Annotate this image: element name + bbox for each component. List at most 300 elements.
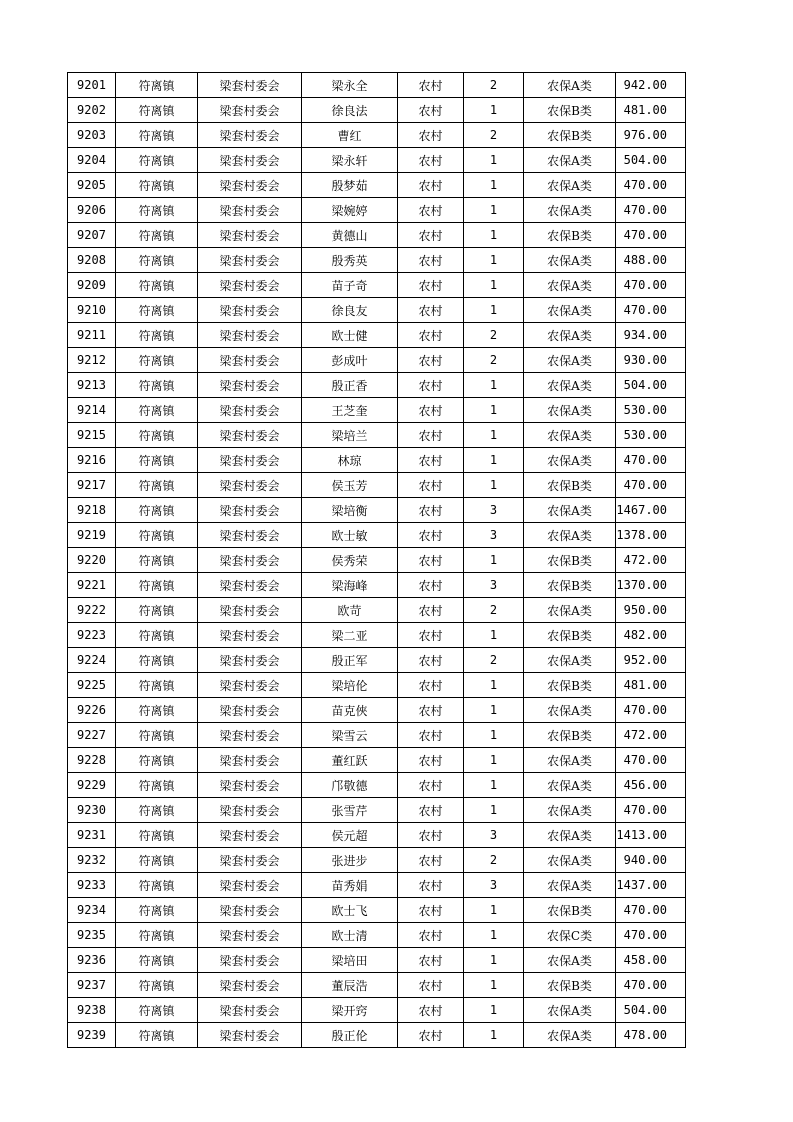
cell-name: 梁培田 <box>302 948 398 973</box>
cell-town: 符离镇 <box>116 673 198 698</box>
cell-amount: 470.00 <box>616 898 686 923</box>
cell-amount: 470.00 <box>616 173 686 198</box>
table-row <box>68 248 686 273</box>
cell-type: 农村 <box>398 873 464 898</box>
cell-type: 农村 <box>398 98 464 123</box>
cell-name: 侯秀荣 <box>302 548 398 573</box>
cell-count: 1 <box>464 1023 524 1048</box>
cell-type: 农村 <box>398 998 464 1023</box>
cell-category: 农保A类 <box>524 73 616 98</box>
cell-category: 农保A类 <box>524 498 616 523</box>
cell-village: 梁套村委会 <box>198 1023 302 1048</box>
table-row <box>68 973 686 998</box>
cell-town: 符离镇 <box>116 1023 198 1048</box>
cell-name: 梁培兰 <box>302 423 398 448</box>
cell-name: 张雪芹 <box>302 798 398 823</box>
cell-amount: 458.00 <box>616 948 686 973</box>
cell-name: 殷正军 <box>302 648 398 673</box>
cell-count: 2 <box>464 348 524 373</box>
cell-town: 符离镇 <box>116 273 198 298</box>
cell-village: 梁套村委会 <box>198 198 302 223</box>
cell-id: 9218 <box>68 498 116 523</box>
cell-category: 农保A类 <box>524 273 616 298</box>
cell-name: 董辰浩 <box>302 973 398 998</box>
cell-type: 农村 <box>398 723 464 748</box>
cell-category: 农保B类 <box>524 973 616 998</box>
cell-category: 农保A类 <box>524 523 616 548</box>
cell-category: 农保A类 <box>524 948 616 973</box>
cell-id: 9213 <box>68 373 116 398</box>
cell-amount: 482.00 <box>616 623 686 648</box>
cell-village: 梁套村委会 <box>198 323 302 348</box>
cell-category: 农保A类 <box>524 648 616 673</box>
cell-type: 农村 <box>398 423 464 448</box>
cell-name: 徐良友 <box>302 298 398 323</box>
cell-id: 9201 <box>68 73 116 98</box>
cell-village: 梁套村委会 <box>198 623 302 648</box>
cell-id: 9227 <box>68 723 116 748</box>
table-row <box>68 298 686 323</box>
table-row <box>68 673 686 698</box>
table-row <box>68 73 686 98</box>
cell-name: 彭成叶 <box>302 348 398 373</box>
cell-type: 农村 <box>398 73 464 98</box>
cell-town: 符离镇 <box>116 298 198 323</box>
cell-name: 梁永全 <box>302 73 398 98</box>
cell-amount: 470.00 <box>616 973 686 998</box>
cell-village: 梁套村委会 <box>198 723 302 748</box>
cell-town: 符离镇 <box>116 398 198 423</box>
table-row <box>68 648 686 673</box>
cell-amount: 470.00 <box>616 473 686 498</box>
cell-count: 1 <box>464 373 524 398</box>
cell-category: 农保A类 <box>524 1023 616 1048</box>
cell-village: 梁套村委会 <box>198 573 302 598</box>
cell-town: 符离镇 <box>116 948 198 973</box>
table-row <box>68 173 686 198</box>
cell-village: 梁套村委会 <box>198 523 302 548</box>
cell-name: 梁雪云 <box>302 723 398 748</box>
cell-id: 9204 <box>68 148 116 173</box>
cell-count: 3 <box>464 523 524 548</box>
cell-count: 1 <box>464 448 524 473</box>
cell-name: 梁婉婷 <box>302 198 398 223</box>
cell-count: 1 <box>464 298 524 323</box>
cell-amount: 504.00 <box>616 148 686 173</box>
cell-count: 2 <box>464 123 524 148</box>
cell-id: 9221 <box>68 573 116 598</box>
cell-amount: 470.00 <box>616 448 686 473</box>
cell-village: 梁套村委会 <box>198 98 302 123</box>
cell-town: 符离镇 <box>116 373 198 398</box>
table-row <box>68 548 686 573</box>
cell-count: 1 <box>464 748 524 773</box>
cell-category: 农保B类 <box>524 123 616 148</box>
cell-id: 9223 <box>68 623 116 648</box>
cell-category: 农保A类 <box>524 173 616 198</box>
cell-town: 符离镇 <box>116 823 198 848</box>
cell-name: 侯元超 <box>302 823 398 848</box>
cell-count: 1 <box>464 773 524 798</box>
cell-name: 林琼 <box>302 448 398 473</box>
table-row <box>68 198 686 223</box>
table-row <box>68 148 686 173</box>
cell-name: 苗秀娟 <box>302 873 398 898</box>
cell-category: 农保B类 <box>524 673 616 698</box>
cell-town: 符离镇 <box>116 748 198 773</box>
cell-category: 农保B类 <box>524 548 616 573</box>
cell-name: 殷秀英 <box>302 248 398 273</box>
cell-category: 农保A类 <box>524 323 616 348</box>
cell-count: 1 <box>464 148 524 173</box>
cell-amount: 478.00 <box>616 1023 686 1048</box>
cell-id: 9232 <box>68 848 116 873</box>
cell-type: 农村 <box>398 673 464 698</box>
cell-count: 1 <box>464 973 524 998</box>
cell-name: 欧士健 <box>302 323 398 348</box>
cell-count: 1 <box>464 548 524 573</box>
cell-name: 徐良法 <box>302 98 398 123</box>
cell-count: 2 <box>464 848 524 873</box>
cell-type: 农村 <box>398 573 464 598</box>
cell-category: 农保A类 <box>524 998 616 1023</box>
cell-amount: 942.00 <box>616 73 686 98</box>
cell-village: 梁套村委会 <box>198 998 302 1023</box>
data-table <box>67 72 686 1048</box>
cell-id: 9233 <box>68 873 116 898</box>
cell-village: 梁套村委会 <box>198 873 302 898</box>
cell-type: 农村 <box>398 348 464 373</box>
cell-name: 王芝奎 <box>302 398 398 423</box>
cell-category: 农保A类 <box>524 773 616 798</box>
cell-type: 农村 <box>398 473 464 498</box>
cell-name: 梁二亚 <box>302 623 398 648</box>
cell-id: 9235 <box>68 923 116 948</box>
cell-name: 欧士飞 <box>302 898 398 923</box>
table-row <box>68 323 686 348</box>
cell-type: 农村 <box>398 773 464 798</box>
cell-type: 农村 <box>398 548 464 573</box>
cell-count: 1 <box>464 98 524 123</box>
cell-category: 农保B类 <box>524 623 616 648</box>
cell-town: 符离镇 <box>116 723 198 748</box>
table-row <box>68 498 686 523</box>
table-row <box>68 698 686 723</box>
cell-id: 9210 <box>68 298 116 323</box>
cell-amount: 504.00 <box>616 373 686 398</box>
cell-village: 梁套村委会 <box>198 298 302 323</box>
cell-village: 梁套村委会 <box>198 398 302 423</box>
cell-type: 农村 <box>398 523 464 548</box>
cell-amount: 470.00 <box>616 223 686 248</box>
table-row <box>68 623 686 648</box>
cell-amount: 940.00 <box>616 848 686 873</box>
cell-count: 1 <box>464 923 524 948</box>
cell-amount: 470.00 <box>616 698 686 723</box>
cell-type: 农村 <box>398 323 464 348</box>
cell-village: 梁套村委会 <box>198 948 302 973</box>
cell-type: 农村 <box>398 973 464 998</box>
cell-id: 9216 <box>68 448 116 473</box>
cell-count: 1 <box>464 948 524 973</box>
cell-name: 曹红 <box>302 123 398 148</box>
cell-town: 符离镇 <box>116 698 198 723</box>
cell-amount: 1467.00 <box>616 498 686 523</box>
cell-count: 1 <box>464 398 524 423</box>
cell-town: 符离镇 <box>116 773 198 798</box>
cell-town: 符离镇 <box>116 898 198 923</box>
cell-type: 农村 <box>398 398 464 423</box>
cell-name: 梁培伦 <box>302 673 398 698</box>
cell-count: 1 <box>464 998 524 1023</box>
cell-type: 农村 <box>398 373 464 398</box>
cell-category: 农保B类 <box>524 898 616 923</box>
cell-count: 2 <box>464 323 524 348</box>
cell-amount: 530.00 <box>616 423 686 448</box>
cell-id: 9206 <box>68 198 116 223</box>
cell-id: 9236 <box>68 948 116 973</box>
cell-count: 1 <box>464 673 524 698</box>
cell-type: 农村 <box>398 273 464 298</box>
cell-count: 3 <box>464 498 524 523</box>
cell-village: 梁套村委会 <box>198 373 302 398</box>
cell-count: 3 <box>464 873 524 898</box>
table-row <box>68 598 686 623</box>
table-row <box>68 398 686 423</box>
cell-village: 梁套村委会 <box>198 448 302 473</box>
cell-name: 苗子奇 <box>302 273 398 298</box>
table-row <box>68 898 686 923</box>
cell-category: 农保A类 <box>524 423 616 448</box>
cell-town: 符离镇 <box>116 223 198 248</box>
cell-category: 农保A类 <box>524 373 616 398</box>
cell-count: 1 <box>464 698 524 723</box>
cell-category: 农保A类 <box>524 748 616 773</box>
cell-name: 殷梦茹 <box>302 173 398 198</box>
table-row <box>68 773 686 798</box>
cell-id: 9202 <box>68 98 116 123</box>
cell-amount: 1378.00 <box>616 523 686 548</box>
cell-count: 3 <box>464 823 524 848</box>
cell-category: 农保A类 <box>524 848 616 873</box>
cell-category: 农保A类 <box>524 148 616 173</box>
cell-id: 9211 <box>68 323 116 348</box>
cell-village: 梁套村委会 <box>198 773 302 798</box>
table-row <box>68 348 686 373</box>
cell-town: 符离镇 <box>116 323 198 348</box>
table-row <box>68 448 686 473</box>
cell-name: 梁海峰 <box>302 573 398 598</box>
cell-category: 农保A类 <box>524 598 616 623</box>
cell-village: 梁套村委会 <box>198 823 302 848</box>
cell-type: 农村 <box>398 923 464 948</box>
cell-id: 9203 <box>68 123 116 148</box>
cell-count: 1 <box>464 723 524 748</box>
cell-amount: 950.00 <box>616 598 686 623</box>
cell-category: 农保A类 <box>524 448 616 473</box>
cell-name: 董红跃 <box>302 748 398 773</box>
cell-type: 农村 <box>398 498 464 523</box>
cell-type: 农村 <box>398 123 464 148</box>
cell-category: 农保B类 <box>524 473 616 498</box>
cell-id: 9239 <box>68 1023 116 1048</box>
table-row <box>68 523 686 548</box>
table-row <box>68 798 686 823</box>
cell-id: 9209 <box>68 273 116 298</box>
cell-town: 符离镇 <box>116 873 198 898</box>
cell-town: 符离镇 <box>116 148 198 173</box>
cell-type: 农村 <box>398 1023 464 1048</box>
cell-village: 梁套村委会 <box>198 748 302 773</box>
cell-village: 梁套村委会 <box>198 273 302 298</box>
cell-amount: 1370.00 <box>616 573 686 598</box>
cell-type: 农村 <box>398 248 464 273</box>
table-row <box>68 423 686 448</box>
cell-id: 9229 <box>68 773 116 798</box>
cell-category: 农保B类 <box>524 723 616 748</box>
cell-id: 9230 <box>68 798 116 823</box>
cell-name: 欧士清 <box>302 923 398 948</box>
cell-amount: 530.00 <box>616 398 686 423</box>
cell-town: 符离镇 <box>116 248 198 273</box>
cell-town: 符离镇 <box>116 998 198 1023</box>
table-row <box>68 123 686 148</box>
cell-id: 9205 <box>68 173 116 198</box>
cell-village: 梁套村委会 <box>198 123 302 148</box>
cell-town: 符离镇 <box>116 173 198 198</box>
cell-village: 梁套村委会 <box>198 498 302 523</box>
cell-id: 9219 <box>68 523 116 548</box>
cell-town: 符离镇 <box>116 448 198 473</box>
cell-id: 9238 <box>68 998 116 1023</box>
cell-amount: 472.00 <box>616 548 686 573</box>
cell-village: 梁套村委会 <box>198 973 302 998</box>
cell-count: 2 <box>464 73 524 98</box>
cell-village: 梁套村委会 <box>198 73 302 98</box>
table-row <box>68 723 686 748</box>
table-row <box>68 273 686 298</box>
cell-town: 符离镇 <box>116 923 198 948</box>
cell-count: 1 <box>464 173 524 198</box>
cell-town: 符离镇 <box>116 348 198 373</box>
cell-type: 农村 <box>398 223 464 248</box>
cell-type: 农村 <box>398 848 464 873</box>
cell-id: 9225 <box>68 673 116 698</box>
table-row <box>68 923 686 948</box>
cell-town: 符离镇 <box>116 73 198 98</box>
cell-id: 9214 <box>68 398 116 423</box>
cell-type: 农村 <box>398 898 464 923</box>
cell-type: 农村 <box>398 173 464 198</box>
cell-town: 符离镇 <box>116 548 198 573</box>
cell-amount: 934.00 <box>616 323 686 348</box>
cell-category: 农保A类 <box>524 348 616 373</box>
table-row <box>68 223 686 248</box>
cell-village: 梁套村委会 <box>198 648 302 673</box>
cell-amount: 470.00 <box>616 273 686 298</box>
cell-amount: 976.00 <box>616 123 686 148</box>
cell-category: 农保C类 <box>524 923 616 948</box>
cell-town: 符离镇 <box>116 198 198 223</box>
cell-amount: 472.00 <box>616 723 686 748</box>
cell-id: 9208 <box>68 248 116 273</box>
cell-amount: 1413.00 <box>616 823 686 848</box>
cell-village: 梁套村委会 <box>198 148 302 173</box>
cell-count: 1 <box>464 198 524 223</box>
cell-type: 农村 <box>398 948 464 973</box>
cell-village: 梁套村委会 <box>198 248 302 273</box>
cell-name: 梁培衡 <box>302 498 398 523</box>
table-row <box>68 848 686 873</box>
cell-category: 农保A类 <box>524 873 616 898</box>
cell-name: 殷正香 <box>302 373 398 398</box>
table-row <box>68 473 686 498</box>
cell-town: 符离镇 <box>116 973 198 998</box>
cell-type: 农村 <box>398 198 464 223</box>
cell-type: 农村 <box>398 823 464 848</box>
cell-name: 邝敬德 <box>302 773 398 798</box>
table-row <box>68 823 686 848</box>
cell-count: 1 <box>464 798 524 823</box>
cell-name: 黄德山 <box>302 223 398 248</box>
cell-village: 梁套村委会 <box>198 598 302 623</box>
cell-name: 殷正伦 <box>302 1023 398 1048</box>
table-row <box>68 998 686 1023</box>
cell-amount: 504.00 <box>616 998 686 1023</box>
cell-type: 农村 <box>398 298 464 323</box>
cell-count: 1 <box>464 248 524 273</box>
cell-id: 9207 <box>68 223 116 248</box>
cell-count: 3 <box>464 573 524 598</box>
cell-town: 符离镇 <box>116 98 198 123</box>
cell-id: 9231 <box>68 823 116 848</box>
table-row <box>68 373 686 398</box>
cell-category: 农保A类 <box>524 248 616 273</box>
cell-amount: 456.00 <box>616 773 686 798</box>
table-row <box>68 748 686 773</box>
cell-town: 符离镇 <box>116 648 198 673</box>
cell-amount: 1437.00 <box>616 873 686 898</box>
cell-category: 农保A类 <box>524 698 616 723</box>
cell-amount: 952.00 <box>616 648 686 673</box>
cell-category: 农保A类 <box>524 198 616 223</box>
cell-town: 符离镇 <box>116 848 198 873</box>
cell-type: 农村 <box>398 748 464 773</box>
cell-category: 农保A类 <box>524 298 616 323</box>
cell-village: 梁套村委会 <box>198 423 302 448</box>
cell-amount: 481.00 <box>616 673 686 698</box>
cell-village: 梁套村委会 <box>198 173 302 198</box>
cell-village: 梁套村委会 <box>198 673 302 698</box>
cell-town: 符离镇 <box>116 623 198 648</box>
cell-village: 梁套村委会 <box>198 848 302 873</box>
cell-id: 9234 <box>68 898 116 923</box>
cell-category: 农保A类 <box>524 798 616 823</box>
cell-id: 9215 <box>68 423 116 448</box>
cell-village: 梁套村委会 <box>198 698 302 723</box>
cell-id: 9212 <box>68 348 116 373</box>
cell-village: 梁套村委会 <box>198 348 302 373</box>
cell-name: 张进步 <box>302 848 398 873</box>
cell-village: 梁套村委会 <box>198 548 302 573</box>
table-row <box>68 873 686 898</box>
cell-count: 1 <box>464 273 524 298</box>
cell-id: 9217 <box>68 473 116 498</box>
cell-village: 梁套村委会 <box>198 223 302 248</box>
cell-type: 农村 <box>398 698 464 723</box>
cell-amount: 470.00 <box>616 748 686 773</box>
cell-town: 符离镇 <box>116 498 198 523</box>
